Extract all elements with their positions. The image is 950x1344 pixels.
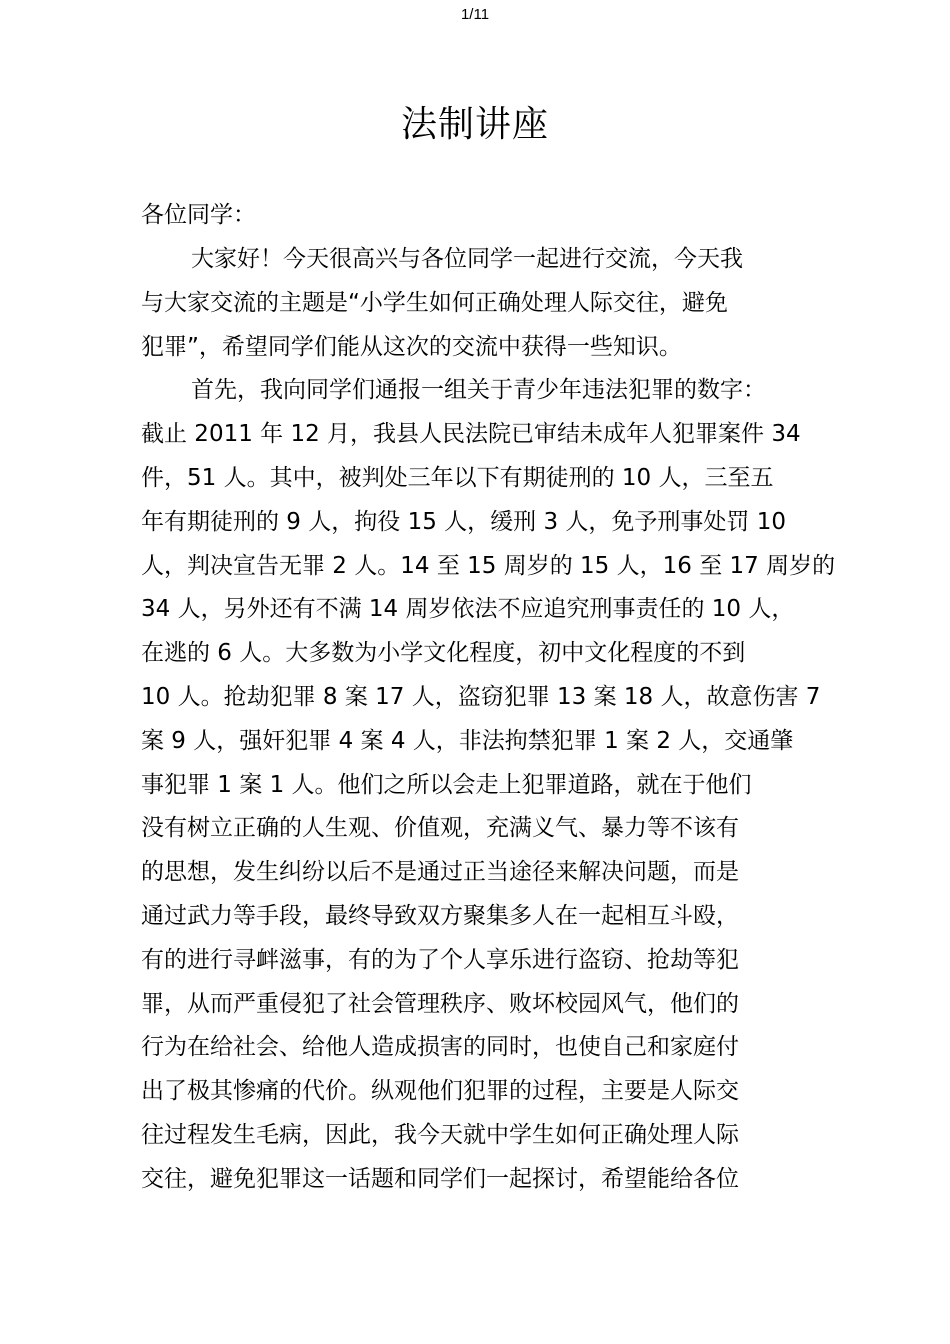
text-line: 首先，我向同学们通报一组关于青少年违法犯罪的数字： [191,377,766,404]
text-line: 往过程发生毛病，因此，我今天就中学生如何正确处理人际 [141,1121,739,1148]
text-line: 在逃的 6 人。大多数为小学文化程度，初中文化程度的不到 [141,640,746,667]
text-line: 34 人，另外还有不满 14 周岁依法不应追究刑事责任的 10 人， [141,596,795,623]
text-line: 截止 2011 年 12 月，我县人民法院已审结未成年人犯罪案件 34 [141,421,801,448]
text-line: 通过武力等手段，最终导致双方聚集多人在一起相互斗殴， [141,902,739,929]
page-number: 1/11 [460,6,490,23]
text-line: 年有期徒刑的 9 人，拘役 15 人，缓刑 3 人，免予刑事处罚 10 [141,508,786,535]
text-line: 行为在给社会、给他人造成损害的同时，也使自己和家庭付 [141,1034,739,1061]
text-line: 交往，避免犯罪这一话题和同学们一起探讨，希望能给各位 [141,1165,739,1192]
text-line: 的思想，发生纠纷以后不是通过正当途径来解决问题，而是 [141,859,739,886]
text-line: 大家好！今天很高兴与各位同学一起进行交流，今天我 [191,246,743,272]
text-line: 出了极其惨痛的代价。纵观他们犯罪的过程，主要是人际交 [141,1078,739,1105]
text-line: 有的进行寻衅滋事，有的为了个人享乐进行盗窃、抢劫等犯 [141,946,739,973]
text-line: 件，51 人。其中，被判处三年以下有期徒刑的 10 人，三至五 [141,464,774,491]
text-line: 案 9 人，强奸犯罪 4 案 4 人，非法拘禁犯罪 1 案 2 人，交通肇 [141,727,794,754]
text-line: 犯罪”，希望同学们能从这次的交流中获得一些知识。 [141,333,682,360]
text-line: 事犯罪 1 案 1 人。他们之所以会走上犯罪道路，就在于他们 [141,771,752,798]
document-body [141,238,836,1202]
text-line: 10 人。抢劫犯罪 8 案 17 人，盗窃犯罪 13 案 18 人，故意伤害 7 [141,683,821,710]
text-line: 人，判决宣告无罪 2 人。14 至 15 周岁的 15 人，16 至 17 周岁的 [141,552,836,579]
text-line: 与大家交流的主题是“小学生如何正确处理人际交往，避免 [141,289,728,316]
text-line: 罪，从而严重侵犯了社会管理秩序、败坏校园风气，他们的 [141,990,739,1017]
document-title: 法制讲座 [400,104,549,145]
greeting: 各位同学： [141,202,256,228]
text-line: 没有树立正确的人生观、价值观，充满义气、暴力等不该有 [141,815,739,842]
